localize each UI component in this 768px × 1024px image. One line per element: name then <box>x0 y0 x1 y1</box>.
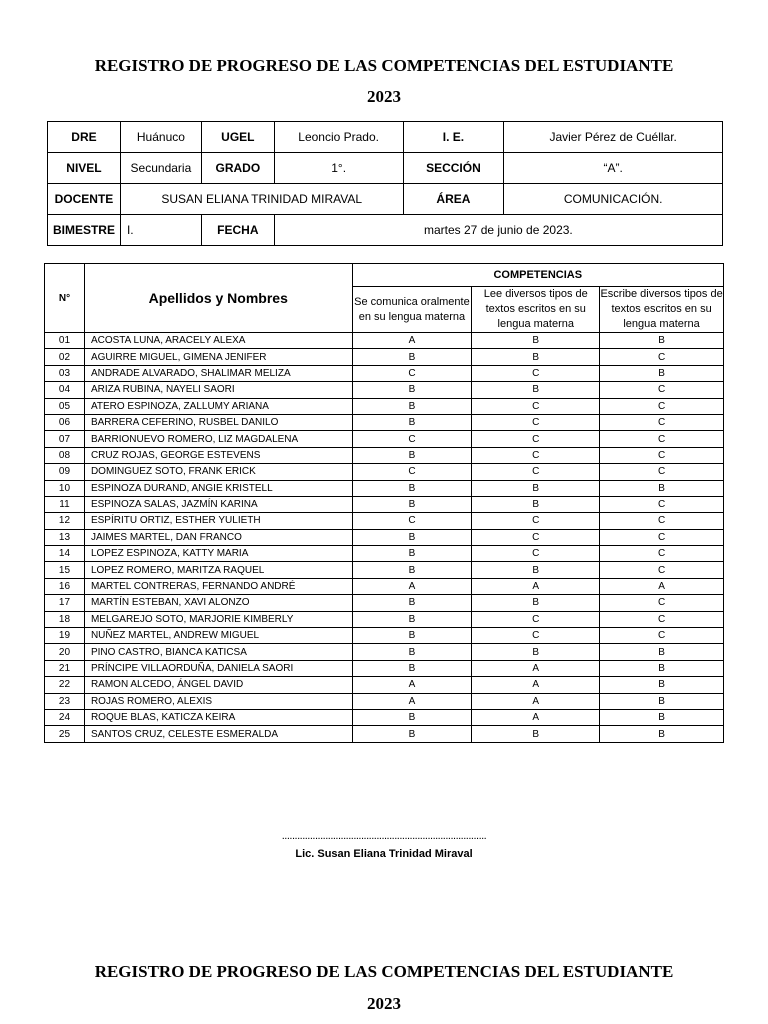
competency-reading-header: Lee diversos tipos de textos escritos en su lengua materna <box>472 287 600 333</box>
nivel-value: Secundaria <box>120 153 201 184</box>
grade-reading: B <box>472 644 600 660</box>
grade-oral: B <box>352 726 472 742</box>
grade-reading: C <box>472 414 600 430</box>
grade-oral: B <box>352 496 472 512</box>
student-name: ACOSTA LUNA, ARACELY ALEXA <box>84 333 352 349</box>
grade-writing: C <box>600 611 724 627</box>
row-number: 11 <box>45 496 85 512</box>
student-name: ARIZA RUBINA, NAYELI SAORI <box>84 382 352 398</box>
row-number: 06 <box>45 414 85 430</box>
row-number: 23 <box>45 693 85 709</box>
grade-oral: B <box>352 611 472 627</box>
info-row <box>48 122 723 153</box>
row-number: 13 <box>45 529 85 545</box>
student-name: PINO CASTRO, BIANCA KATICSA <box>84 644 352 660</box>
row-number: 20 <box>45 644 85 660</box>
student-name: ESPINOZA SALAS, JAZMÍN KARINA <box>84 496 352 512</box>
competency-oral-header: Se comunica oralmente en su lengua materna <box>352 287 472 333</box>
grade-writing: C <box>600 595 724 611</box>
row-number: 24 <box>45 709 85 725</box>
table-row <box>45 365 724 381</box>
table-row <box>45 546 724 562</box>
signature-name: Lic. Susan Eliana Trinidad Miraval <box>295 848 473 860</box>
row-number: 17 <box>45 595 85 611</box>
grade-reading: B <box>472 496 600 512</box>
grade-writing: B <box>600 480 724 496</box>
table-row <box>45 644 724 660</box>
area-value: COMUNICACIÓN. <box>504 184 723 215</box>
grade-writing: C <box>600 562 724 578</box>
grade-reading: C <box>472 398 600 414</box>
table-row <box>45 562 724 578</box>
grade-reading: B <box>472 595 600 611</box>
grade-oral: B <box>352 382 472 398</box>
grade-writing: B <box>600 333 724 349</box>
grade-writing: C <box>600 349 724 365</box>
document-title: REGISTRO DE PROGRESO DE LAS COMPETENCIAS DEL ESTUDIANTE <box>94 56 674 75</box>
student-name: MARTEL CONTRERAS, FERNANDO ANDRÉ <box>84 578 352 594</box>
seccion-value: “A”. <box>504 153 723 184</box>
student-name: BARRERA CEFERINO, RUSBEL DANILO <box>84 414 352 430</box>
grade-writing: B <box>600 677 724 693</box>
competency-writing-header: Escribe diversos tipos de textos escritos en su lengua materna <box>600 287 724 333</box>
grade-reading: C <box>472 464 600 480</box>
table-row <box>45 677 724 693</box>
grado-label: GRADO <box>201 153 274 184</box>
student-name: NUÑEZ MARTEL, ANDREW MIGUEL <box>84 628 352 644</box>
grade-oral: A <box>352 677 472 693</box>
grade-reading: C <box>472 546 600 562</box>
grade-reading: A <box>472 709 600 725</box>
row-number: 03 <box>45 365 85 381</box>
student-name: AGUIRRE MIGUEL, GIMENA JENIFER <box>84 349 352 365</box>
table-row <box>45 628 724 644</box>
student-name: ESPÍRITU ORTIZ, ESTHER YULIETH <box>84 513 352 529</box>
grade-writing: C <box>600 628 724 644</box>
student-name: LOPEZ ESPINOZA, KATTY MARIA <box>84 546 352 562</box>
ugel-label: UGEL <box>201 122 274 153</box>
grade-writing: C <box>600 464 724 480</box>
table-row <box>45 693 724 709</box>
row-number: 19 <box>45 628 85 644</box>
grade-oral: B <box>352 628 472 644</box>
grade-writing: C <box>600 414 724 430</box>
ie-label: I. E. <box>403 122 504 153</box>
grades-body <box>45 333 724 743</box>
grade-oral: B <box>352 529 472 545</box>
grade-oral: B <box>352 660 472 676</box>
table-row <box>45 595 724 611</box>
grade-reading: C <box>472 447 600 463</box>
name-header: Apellidos y Nombres <box>84 264 352 333</box>
competencias-header: COMPETENCIAS <box>352 264 723 287</box>
table-row <box>45 529 724 545</box>
grade-writing: C <box>600 398 724 414</box>
grade-writing: B <box>600 365 724 381</box>
repeated-document-title: REGISTRO DE PROGRESO DE LAS COMPETENCIAS DEL ESTUDIANTE <box>94 962 674 981</box>
seccion-label: SECCIÓN <box>403 153 504 184</box>
table-row <box>45 480 724 496</box>
grade-writing: B <box>600 660 724 676</box>
grade-oral: B <box>352 709 472 725</box>
row-number: 12 <box>45 513 85 529</box>
document-year: 2023 <box>367 87 401 106</box>
grade-reading: A <box>472 693 600 709</box>
student-name: ANDRADE ALVARADO, SHALIMAR MELIZA <box>84 365 352 381</box>
grade-reading: B <box>472 480 600 496</box>
student-name: PRÍNCIPE VILLAORDUÑA, DANIELA SAORI <box>84 660 352 676</box>
area-label: ÁREA <box>403 184 504 215</box>
student-name: ESPINOZA DURAND, ANGIE KRISTELL <box>84 480 352 496</box>
row-number: 10 <box>45 480 85 496</box>
grade-reading: B <box>472 333 600 349</box>
table-row <box>45 578 724 594</box>
row-number: 15 <box>45 562 85 578</box>
nivel-label: NIVEL <box>48 153 121 184</box>
dre-label: DRE <box>48 122 121 153</box>
student-name: CRUZ ROJAS, GEORGE ESTEVENS <box>84 447 352 463</box>
grade-reading: B <box>472 382 600 398</box>
table-row <box>45 333 724 349</box>
grade-reading: C <box>472 365 600 381</box>
table-row <box>45 382 724 398</box>
grade-writing: B <box>600 693 724 709</box>
grade-oral: B <box>352 447 472 463</box>
grade-writing: C <box>600 431 724 447</box>
grade-reading: B <box>472 349 600 365</box>
docente-value: SUSAN ELIANA TRINIDAD MIRAVAL <box>120 184 403 215</box>
student-name: ROJAS ROMERO, ALEXIS <box>84 693 352 709</box>
fecha-label: FECHA <box>201 215 274 246</box>
grade-oral: B <box>352 398 472 414</box>
grade-oral: B <box>352 546 472 562</box>
student-name: RAMON ALCEDO, ÁNGEL DAVID <box>84 677 352 693</box>
grade-writing: C <box>600 546 724 562</box>
grade-writing: C <box>600 529 724 545</box>
row-number: 04 <box>45 382 85 398</box>
grade-oral: B <box>352 480 472 496</box>
student-name: LOPEZ ROMERO, MARITZA RAQUEL <box>84 562 352 578</box>
grade-reading: C <box>472 529 600 545</box>
info-row <box>48 215 723 246</box>
bimestre-label: BIMESTRE <box>48 215 121 246</box>
info-row <box>48 184 723 215</box>
grade-writing: C <box>600 382 724 398</box>
grade-reading: A <box>472 660 600 676</box>
grade-oral: B <box>352 562 472 578</box>
dre-value: Huánuco <box>120 122 201 153</box>
row-number: 02 <box>45 349 85 365</box>
grade-writing: C <box>600 447 724 463</box>
table-row <box>45 464 724 480</box>
grade-oral: B <box>352 414 472 430</box>
table-row <box>45 496 724 512</box>
grade-writing: A <box>600 578 724 594</box>
row-number: 07 <box>45 431 85 447</box>
row-number: 01 <box>45 333 85 349</box>
info-row <box>48 153 723 184</box>
row-number: 16 <box>45 578 85 594</box>
row-number: 05 <box>45 398 85 414</box>
grade-oral: B <box>352 349 472 365</box>
table-row <box>45 709 724 725</box>
grade-oral: C <box>352 431 472 447</box>
table-row <box>45 431 724 447</box>
row-number: 09 <box>45 464 85 480</box>
table-row <box>45 447 724 463</box>
grade-oral: C <box>352 464 472 480</box>
table-row <box>45 726 724 742</box>
number-header: N° <box>45 264 85 333</box>
repeated-document-year: 2023 <box>367 994 401 1013</box>
grado-value: 1°. <box>274 153 403 184</box>
grade-writing: B <box>600 709 724 725</box>
grade-reading: B <box>472 726 600 742</box>
table-row <box>45 660 724 676</box>
grade-reading: A <box>472 578 600 594</box>
signature-line: ................................................................................ <box>281 830 487 842</box>
ugel-value: Leoncio Prado. <box>274 122 403 153</box>
grade-reading: C <box>472 431 600 447</box>
row-number: 18 <box>45 611 85 627</box>
header-row <box>45 264 724 287</box>
student-name: BARRIONUEVO ROMERO, LIZ MAGDALENA <box>84 431 352 447</box>
grade-writing: C <box>600 496 724 512</box>
student-name: DOMINGUEZ SOTO, FRANK ERICK <box>84 464 352 480</box>
grade-writing: B <box>600 726 724 742</box>
grade-oral: C <box>352 365 472 381</box>
grade-reading: C <box>472 628 600 644</box>
grade-oral: A <box>352 333 472 349</box>
table-row <box>45 513 724 529</box>
student-name: ATERO ESPINOZA, ZALLUMY ARIANA <box>84 398 352 414</box>
table-row <box>45 611 724 627</box>
grade-reading: A <box>472 677 600 693</box>
student-name: MELGAREJO SOTO, MARJORIE KIMBERLY <box>84 611 352 627</box>
grade-reading: C <box>472 513 600 529</box>
row-number: 08 <box>45 447 85 463</box>
student-name: ROQUE BLAS, KATICZA KEIRA <box>84 709 352 725</box>
table-row <box>45 349 724 365</box>
grade-oral: B <box>352 595 472 611</box>
grade-writing: B <box>600 644 724 660</box>
student-name: JAIMES MARTEL, DAN FRANCO <box>84 529 352 545</box>
fecha-value: martes 27 de junio de 2023. <box>274 215 722 246</box>
grade-reading: C <box>472 611 600 627</box>
docente-label: DOCENTE <box>48 184 121 215</box>
table-row <box>45 398 724 414</box>
student-name: SANTOS CRUZ, CELESTE ESMERALDA <box>84 726 352 742</box>
grade-writing: C <box>600 513 724 529</box>
grade-oral: A <box>352 693 472 709</box>
grade-oral: A <box>352 578 472 594</box>
row-number: 22 <box>45 677 85 693</box>
info-table <box>47 121 723 246</box>
grade-reading: B <box>472 562 600 578</box>
row-number: 21 <box>45 660 85 676</box>
row-number: 25 <box>45 726 85 742</box>
student-name: MARTÍN ESTEBAN, XAVI ALONZO <box>84 595 352 611</box>
ie-value: Javier Pérez de Cuéllar. <box>504 122 723 153</box>
grades-table <box>44 263 724 743</box>
grade-oral: C <box>352 513 472 529</box>
table-row <box>45 414 724 430</box>
row-number: 14 <box>45 546 85 562</box>
grade-oral: B <box>352 644 472 660</box>
bimestre-value: I. <box>120 215 201 246</box>
